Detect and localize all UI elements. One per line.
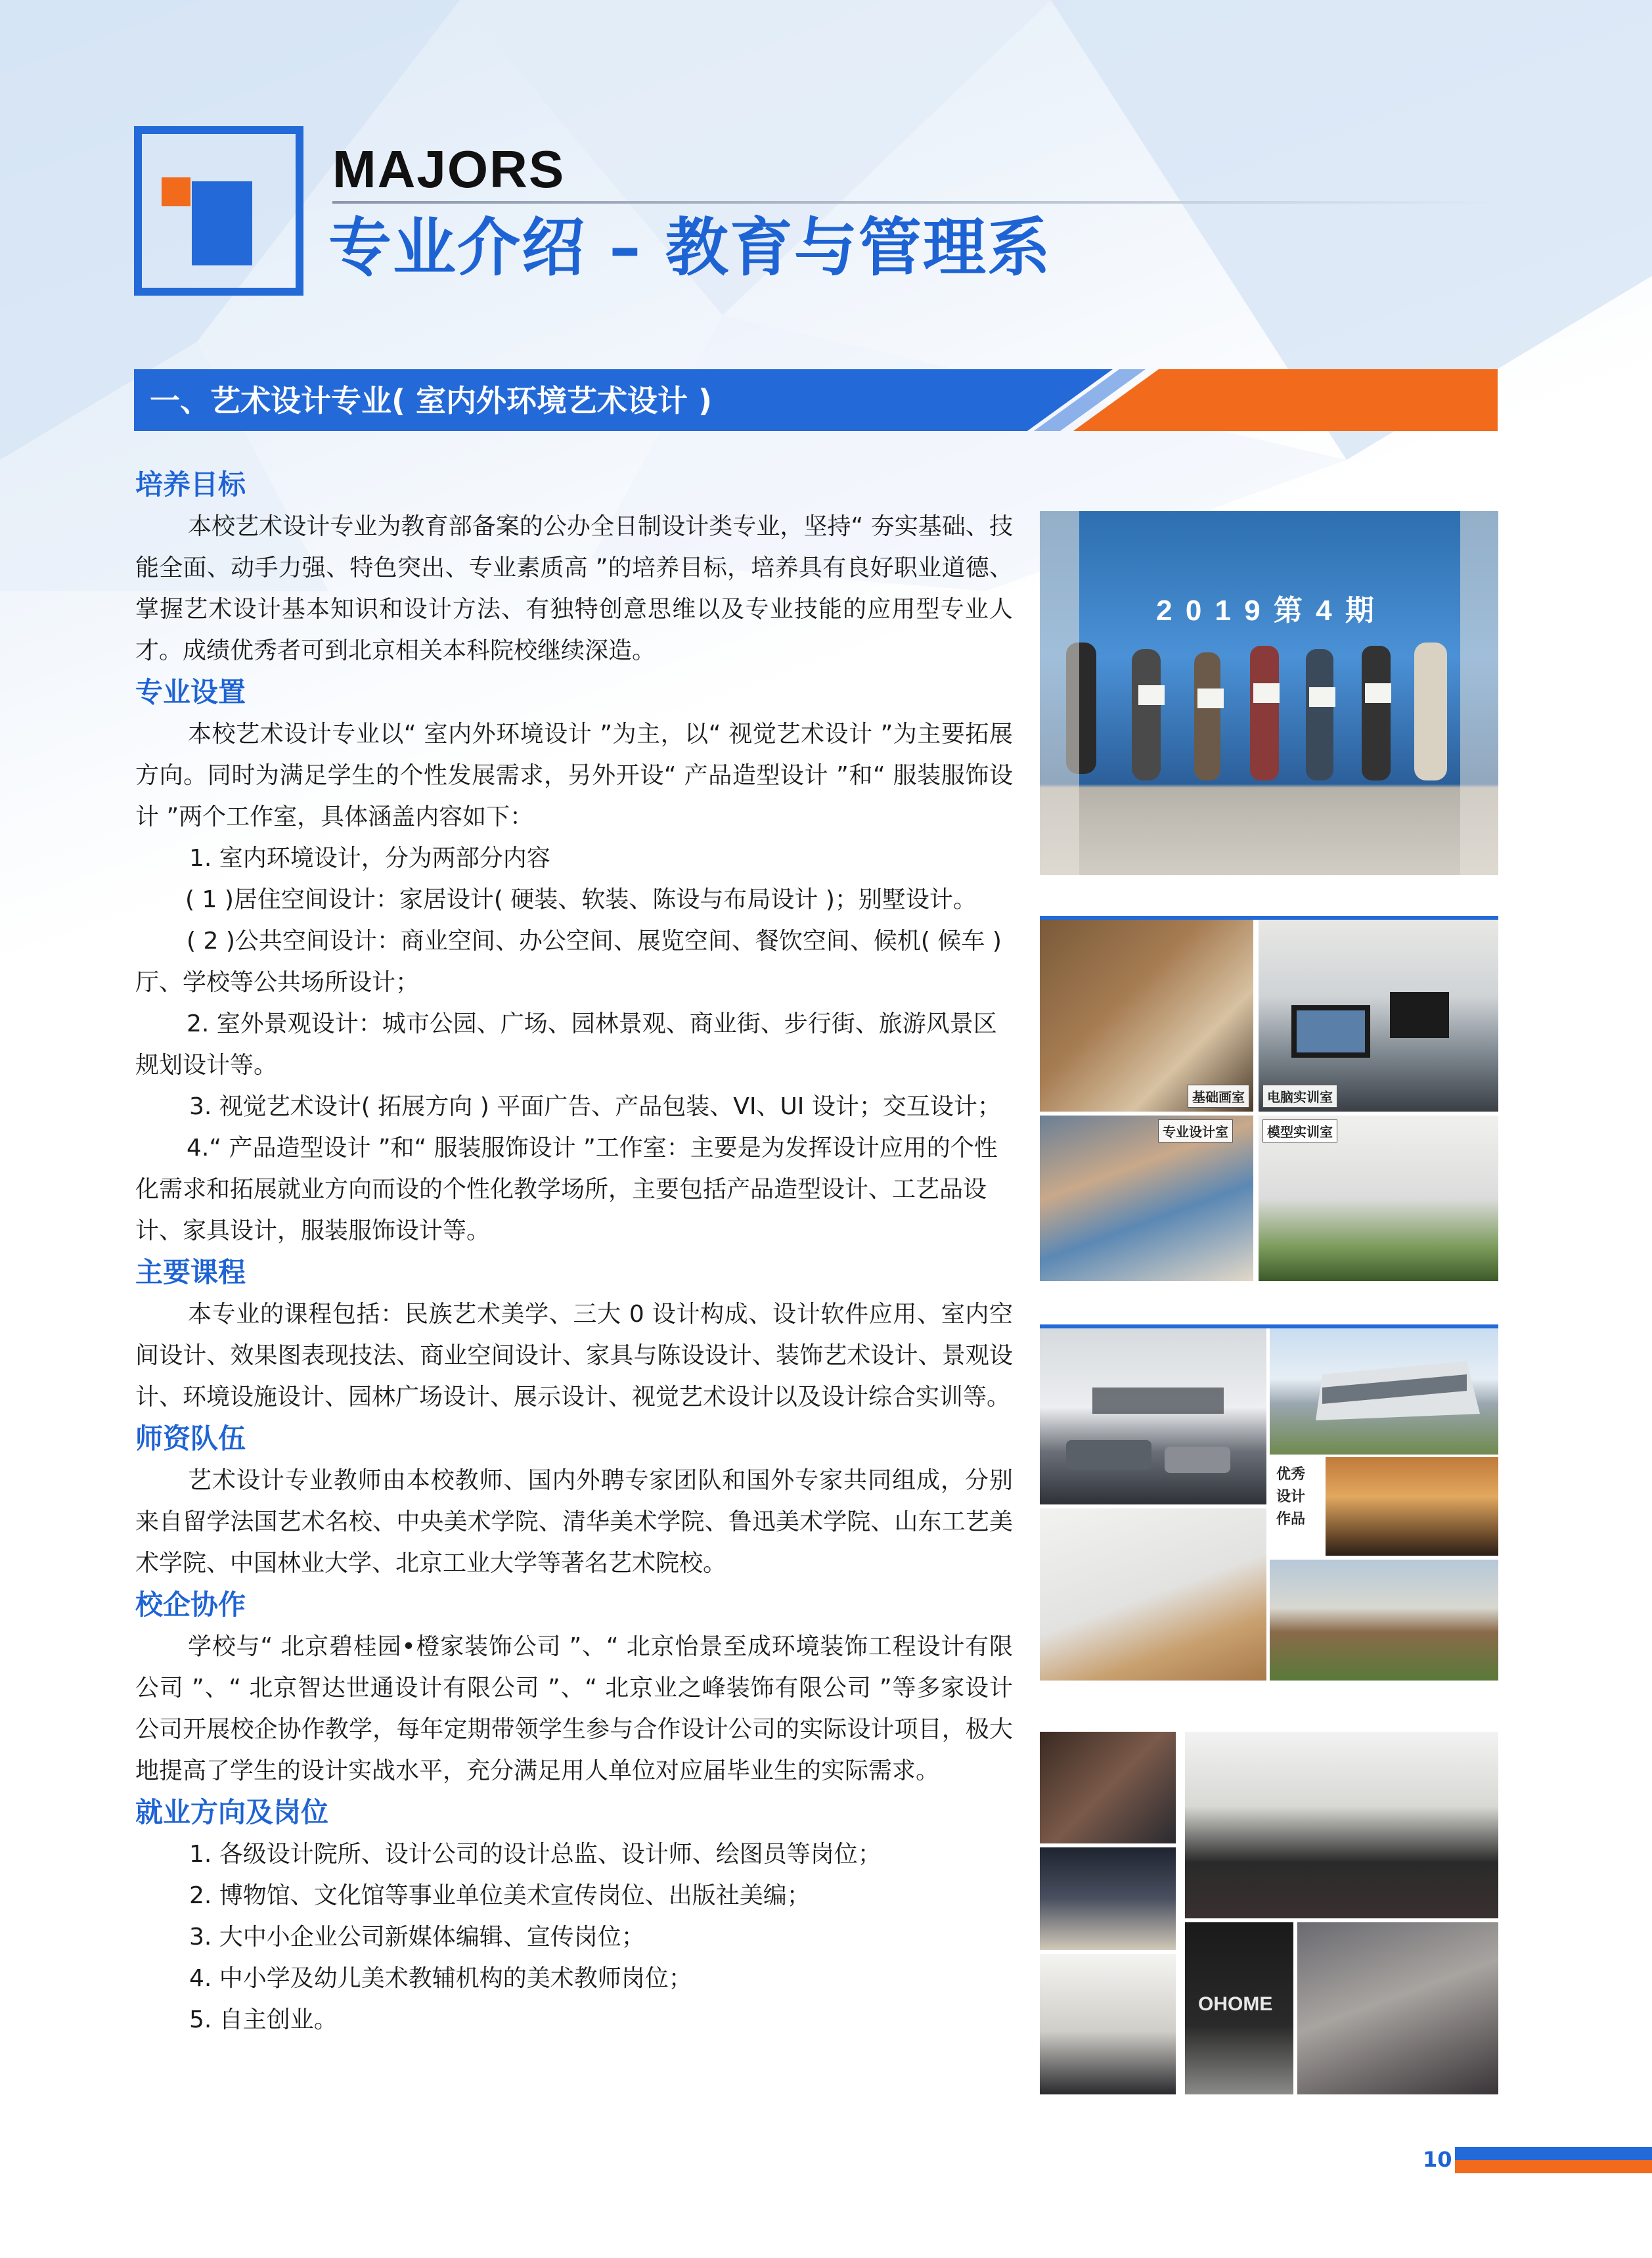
photo-village-render — [1270, 1560, 1498, 1681]
photo-model-lab — [1259, 1116, 1498, 1281]
cooperation-text: 学校与“ 北京碧桂园•橙家装饰公司 ”、“ 北京怡景至成环境装饰工程设计有限公司 ”、“ 北京智达世通设计有限公司 ”、“ 北京业之峰装饰有限公司 ”等多家设计公司开展校企协作教学，每年定期带领学生参与合作设计公司的实际设计项目，极大地提高了学生的设计实战水平，充分满足用人单位对应届毕业生的实际需求。 — [135, 1633, 1013, 1784]
heading-cooperation: 校企协作 — [135, 1589, 246, 1621]
footer-bar — [1455, 2147, 1652, 2173]
photo-showroom-ohome — [1185, 1922, 1293, 2094]
photo-interior-render — [1040, 1328, 1266, 1504]
photo-students-group — [1040, 1732, 1176, 1843]
computer-lab-monitors — [1259, 920, 1498, 1112]
photo-award-ceremony — [1040, 511, 1498, 875]
heading-setup: 专业设置 — [135, 676, 246, 708]
setup-item-1a: ( 1 )居住空间设计：家居设计( 硬装、软装、陈设与布局设计 )；别墅设计。 — [185, 886, 977, 913]
setup-item-4: 4.“ 产品造型设计 ”和“ 服装服饰设计 ”工作室：主要是为发挥设计应用的个性化需求和拓展就业方向而设的个性化教学场所，主要包括产品造型设计、工艺品设计、家具设计，服装服饰设计等。 — [135, 1135, 998, 1244]
ceremony-people — [1040, 511, 1498, 875]
photo-building-render — [1270, 1328, 1498, 1455]
main-content — [135, 464, 1013, 2041]
photo-workshop-seminar — [1297, 1922, 1498, 2094]
header-rule — [332, 201, 1495, 204]
header-logo-blue-block — [192, 181, 252, 265]
goal-text: 本校艺术设计专业为教育部备案的公办全日制设计类专业，坚持“ 夯实基础、技能全面、动手力强、特色突出、专业素质高 ”的培养目标，培养具有良好职业道德、掌握艺术设计基本知识和设计方法、有独特创意思维以及专业技能的应用型专业人才。成绩优秀者可到北京相关本科院校继续深造。 — [135, 513, 1013, 664]
job-item: 5. 自主创业。 — [189, 2006, 338, 2033]
caption-design-room: 专业设计室 — [1158, 1119, 1233, 1142]
heading-teachers: 师资队伍 — [135, 1422, 246, 1455]
photo-restaurant-render — [1326, 1457, 1498, 1556]
interior-render-shapes — [1040, 1328, 1266, 1504]
caption-drawing-studio: 基础画室 — [1188, 1085, 1249, 1108]
courses-text: 本专业的课程包括：民族艺术美学、三大 0 设计构成、设计软件应用、室内空间设计、效果图表现技法、商业空间设计、家具与陈设设计、装饰艺术设计、景观设计、环境设施设计、园林广场设计、展示设计、视觉艺术设计以及设计综合实训等。 — [135, 1301, 1013, 1411]
job-item: 4. 中小学及幼儿美术教辅机构的美术教师岗位； — [189, 1965, 692, 1992]
setup-item-3: 3. 视觉艺术设计( 拓展方向 ) 平面广告、产品包装、VI、UI 设计；交互设计； — [189, 1093, 1001, 1120]
photo-excellent-works-label — [1270, 1457, 1322, 1536]
setup-item-1b: ( 2 )公共空间设计：商业空间、办公空间、展览空间、餐饮空间、候机( 候车 )厅、学校等公共场所设计； — [135, 928, 1002, 996]
page-title: 专业介绍 – 教育与管理系 — [328, 211, 1052, 284]
teachers-text: 艺术设计专业教师由本校教师、国内外聘专家团队和国外专家共同组成，分别来自留学法国艺术名校、中央美术学院、清华美术学院、鲁迅美术学院、山东工艺美术学院、中国林业大学、北京工业大学等著名艺术院校。 — [135, 1467, 1013, 1577]
building-render-shapes — [1270, 1328, 1498, 1455]
job-item: 3. 大中小企业公司新媒体编辑、宣传岗位； — [189, 1924, 645, 1951]
photo-student-desk — [1040, 1954, 1176, 2094]
header-majors: MAJORS — [332, 140, 566, 198]
photo-design-room — [1040, 1116, 1253, 1281]
heading-jobs: 就业方向及岗位 — [135, 1796, 329, 1828]
header-logo-orange-square — [162, 177, 190, 206]
ohome-sign: OHOME — [1198, 1993, 1273, 2015]
photo-pavilion-render — [1040, 1508, 1266, 1681]
setup-item-2: 2. 室外景观设计：城市公园、广场、园林景观、商业街、步行街、旅游风景区规划设计等。 — [135, 1010, 997, 1079]
page-number: 10 — [1423, 2147, 1452, 2172]
photo-office-visit — [1040, 1847, 1176, 1950]
job-item: 2. 博物馆、文化馆等事业单位美术宣传岗位、出版社美编； — [189, 1882, 811, 1909]
photo-computer-lab — [1259, 920, 1498, 1112]
photo-classroom-lecture — [1185, 1732, 1498, 1918]
heading-courses: 主要课程 — [135, 1256, 246, 1288]
photo-drawing-studio — [1040, 920, 1253, 1112]
ceremony-screen-text: 2 0 1 9 第 4 期 — [1156, 595, 1377, 627]
caption-model-lab: 模型实训室 — [1262, 1119, 1337, 1142]
heading-goal: 培养目标 — [135, 468, 246, 501]
job-item: 1. 各级设计院所、设计公司的设计总监、设计师、绘图员等岗位； — [189, 1841, 882, 1868]
excellent-works-text: 优秀设计作品 — [1276, 1466, 1306, 1527]
setup-intro: 本校艺术设计专业以“ 室内外环境设计 ”为主，以“ 视觉艺术设计 ”为主要拓展方向。同时为满足学生的个性发展需求，另外开设“ 产品造型设计 ”和“ 服装服饰设计 ”两个工作室，具体涵盖内容如下： — [135, 721, 1013, 830]
setup-item-1: 1. 室内环境设计，分为两部分内容 — [189, 845, 550, 872]
caption-computer-lab: 电脑实训室 — [1262, 1085, 1337, 1108]
section-banner-title: 一、艺术设计专业( 室内外环境艺术设计 ) — [150, 383, 713, 418]
